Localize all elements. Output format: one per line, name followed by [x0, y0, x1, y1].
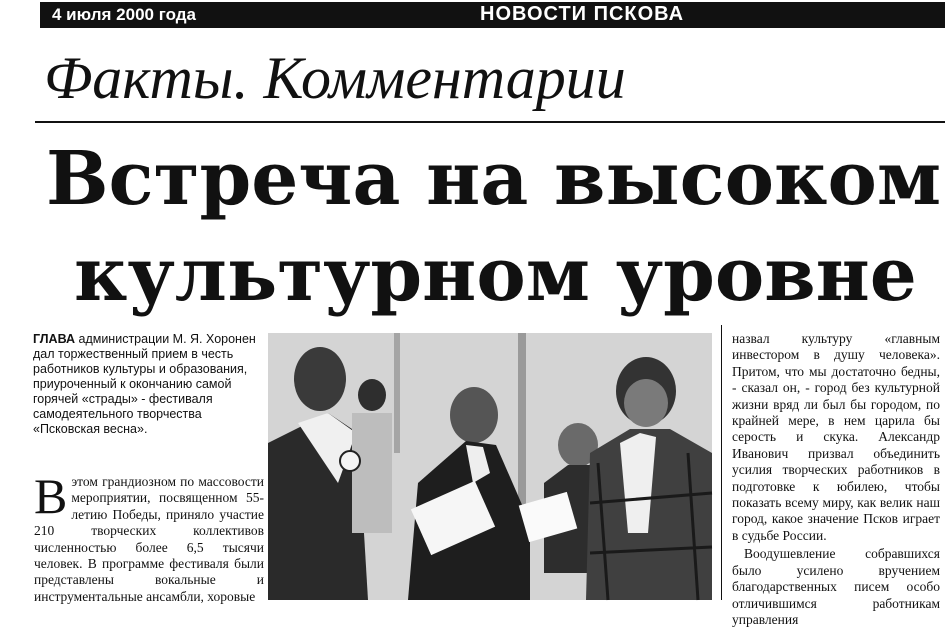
column-1-text: этом грандиозном по массовости мероприятии, посвященном 55-летию Победы, приняло участие 210 творческих коллективов численностью более 6,5 тысячи человек. В программе фестиваля были представлены вокальные и инструментальные ансамбли, хоровые: [34, 474, 264, 604]
article-lead: [33, 332, 265, 437]
article-photo: [268, 333, 712, 600]
issue-date: 4 июля 2000 года: [52, 5, 196, 24]
headline-line-1: Встреча на высоком: [46, 136, 942, 222]
photo-people-icon: [268, 333, 712, 600]
article-column-3: [732, 331, 940, 627]
column-divider: [721, 325, 722, 600]
rubric-title: Факты. Комментарии: [44, 45, 626, 111]
lead-text: администрации М. Я. Хоронен дал торжественный прием в честь работников культуры и образования, приуроченный к окончанию самой горячей «страды» - фестиваля самодеятельного творчества «Псковская весна».: [33, 332, 256, 436]
headline-line-2: культурном уровне: [74, 232, 917, 318]
masthead-bar: [40, 2, 945, 28]
article-column-1: [34, 468, 264, 604]
drop-cap: В: [34, 468, 68, 524]
lead-caps-word: ГЛАВА: [33, 332, 76, 346]
section-title: НОВОСТИ ПСКОВА: [480, 3, 685, 25]
column-3-paragraph-2: Воодушевление собравшихся было усилено вручением благодарственных писем особо отличившимся работникам управления: [732, 546, 940, 627]
column-3-paragraph-1: назвал культуру «главным инвестором в душу человека». Притом, что мы достаточно бедны, - сказал он, - город без культурной жизни вряд ли был бы городом, по крайней мере, в нем царила бы серость и скука. Александр Иванович призвал объединить усилия творческих работников в подготовке к юбилею, чтобы показать всему миру, как велик наш город, какое значение Псков играет в судьбе России.: [732, 331, 940, 543]
rubric-divider: [35, 121, 945, 123]
